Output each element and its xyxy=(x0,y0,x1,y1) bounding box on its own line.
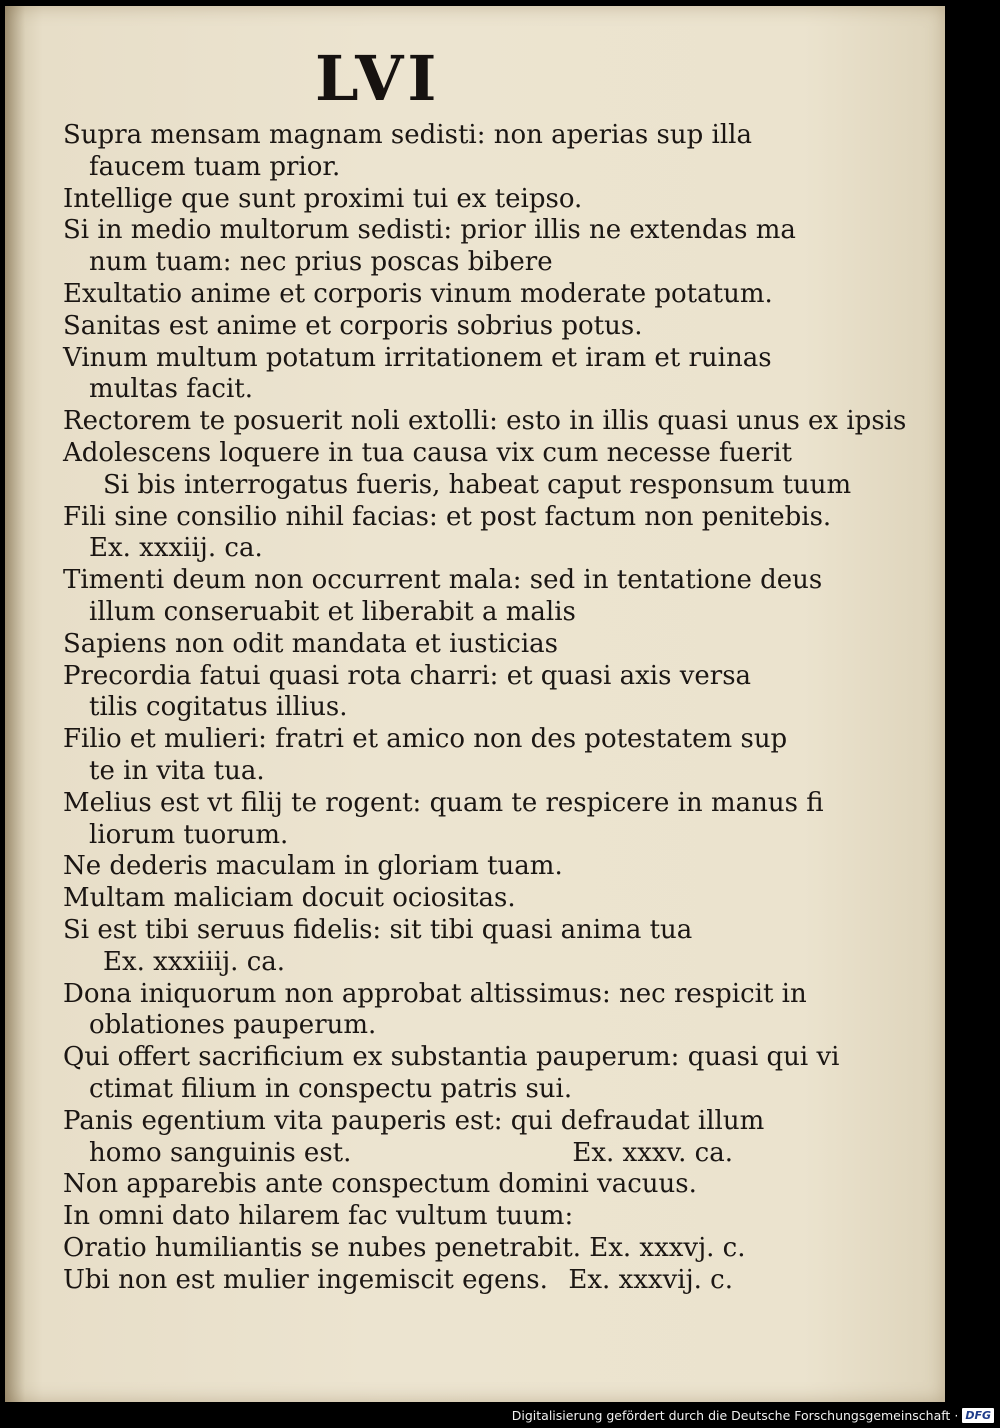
text-line-content: Ex. xxxiiij. ca. xyxy=(103,946,286,977)
text-line xyxy=(63,1105,765,1138)
text-line-content: Ex. xxxiij. ca. xyxy=(89,533,263,564)
text-line-content: Oratio humiliantis se nubes penetrabit. Ex. xxxvj. c. xyxy=(63,1232,746,1263)
text-line-content: te in vita tua. xyxy=(89,755,265,786)
text-line xyxy=(63,311,753,343)
text-line xyxy=(63,787,824,820)
text-line xyxy=(63,692,753,724)
text-line-content: Sanitas est anime et corporis sobrius potus. xyxy=(63,310,643,341)
text-line-content: illum conseruabit et liberabit a malis xyxy=(89,596,576,627)
text-line xyxy=(63,278,773,311)
text-line-content: Vinum multum potatum irritationem et iram et ruinas xyxy=(63,342,772,373)
text-line-content: Qui offert sacrificium ex substantia pauperum: quasi qui vi xyxy=(63,1042,840,1073)
text-line xyxy=(63,501,832,534)
text-line xyxy=(63,215,796,247)
text-line xyxy=(63,883,753,915)
text-line-content: oblationes pauperum. xyxy=(89,1010,377,1041)
text-line-content: Multam maliciam docuit ociositas. xyxy=(63,883,516,914)
text-line-content: Si est tibi seruus fidelis: sit tibi quasi anima tua xyxy=(63,914,693,945)
text-line xyxy=(63,1233,753,1265)
text-line-content: num tuam: nec prius poscas bibere xyxy=(89,247,553,278)
text-line xyxy=(63,342,772,375)
text-line-content: Dona iniquorum non approbat altissimus: nec respicit in xyxy=(63,978,807,1009)
text-line-content: Sapiens non odit mandata et iusticias xyxy=(63,628,558,659)
text-line-content: Adolescens loquere in tua causa vix cum necesse fuerit xyxy=(63,437,792,468)
dfg-logo: DFG xyxy=(962,1408,994,1423)
text-line-content: Panis egentium vita pauperis est: qui defraudat illum xyxy=(63,1105,765,1136)
text-line xyxy=(63,184,753,216)
text-line xyxy=(63,661,753,693)
text-line xyxy=(63,915,753,947)
text-line xyxy=(63,947,753,979)
text-line xyxy=(63,406,907,438)
book-page xyxy=(5,6,945,1402)
text-line xyxy=(63,533,753,565)
text-line xyxy=(63,724,788,756)
text-line xyxy=(63,1201,753,1233)
text-line-content: ctimat filium in conspectu patris sui. xyxy=(89,1073,573,1104)
folio-number: LVI xyxy=(315,42,441,115)
text-line-content: faucem tuam prior. xyxy=(89,151,341,182)
chapter-reference: Ex. xxxvij. c. xyxy=(568,1264,733,1295)
text-line-content: Intellige que sunt proximi tui ex teipso. xyxy=(63,183,583,214)
text-line xyxy=(63,1074,753,1106)
text-line-content: Non apparebis ante conspectum domini vacuus. xyxy=(63,1169,697,1200)
text-line xyxy=(63,1265,753,1297)
text-line xyxy=(63,437,792,470)
text-line-content: Si bis interrogatus fueris, habeat caput responsum tuum xyxy=(103,469,852,500)
chapter-reference: Ex. xxxv. ca. xyxy=(572,1137,733,1168)
text-line xyxy=(63,978,807,1011)
text-line xyxy=(63,756,753,788)
text-line-content: Rectorem te posuerit noli extolli: esto in illis quasi unus ex ipsis xyxy=(63,406,907,437)
text-line xyxy=(63,565,823,597)
text-line xyxy=(63,629,753,661)
text-line xyxy=(63,1169,753,1201)
text-line-content: Filio et mulieri: fratri et amico non des potestatem sup xyxy=(63,724,788,755)
text-line xyxy=(63,374,753,406)
text-line xyxy=(63,469,852,502)
text-line-content: Timenti deum non occurrent mala: sed in tentatione deus xyxy=(63,565,823,596)
text-block xyxy=(63,120,907,1296)
text-line xyxy=(63,1010,753,1042)
text-line xyxy=(63,1042,840,1074)
text-line xyxy=(63,851,753,883)
text-line-content: Si in medio multorum sedisti: prior illis ne extendas ma xyxy=(63,215,796,246)
text-line xyxy=(63,152,753,184)
credit-text: Digitalisierung gefördert durch die Deutsche Forschungsgemeinschaft xyxy=(511,1408,951,1423)
text-line xyxy=(63,120,753,152)
text-line-content: Ubi non est mulier ingemiscit egens. xyxy=(63,1264,548,1295)
text-line-content: liorum tuorum. xyxy=(89,819,289,850)
text-line-content: Supra mensam magnam sedisti: non aperias sup illa xyxy=(63,120,752,150)
text-line xyxy=(63,247,753,279)
text-line-content: Melius est vt filij te rogent: quam te respicere in manus fi xyxy=(63,787,824,818)
digitization-credit xyxy=(512,1408,994,1423)
text-line xyxy=(63,820,753,852)
text-line-content: Ne dederis maculam in gloriam tuam. xyxy=(63,851,563,882)
text-line-content: In omni dato hilarem fac vultum tuum: xyxy=(63,1201,574,1232)
credit-separator: · xyxy=(954,1408,959,1423)
text-line-content: Exultatio anime et corporis vinum moderate potatum. xyxy=(63,278,773,309)
text-line-content: Precordia fatui quasi rota charri: et quasi axis versa xyxy=(63,660,752,691)
text-line xyxy=(63,1138,753,1170)
text-line-content: tilis cogitatus illius. xyxy=(89,692,348,723)
text-line-content: Fili sine consilio nihil facias: et post factum non penitebis. xyxy=(63,501,832,532)
text-line-content: multas facit. xyxy=(89,374,253,405)
text-line xyxy=(63,597,753,629)
text-line-content: homo sanguinis est. xyxy=(89,1137,352,1168)
